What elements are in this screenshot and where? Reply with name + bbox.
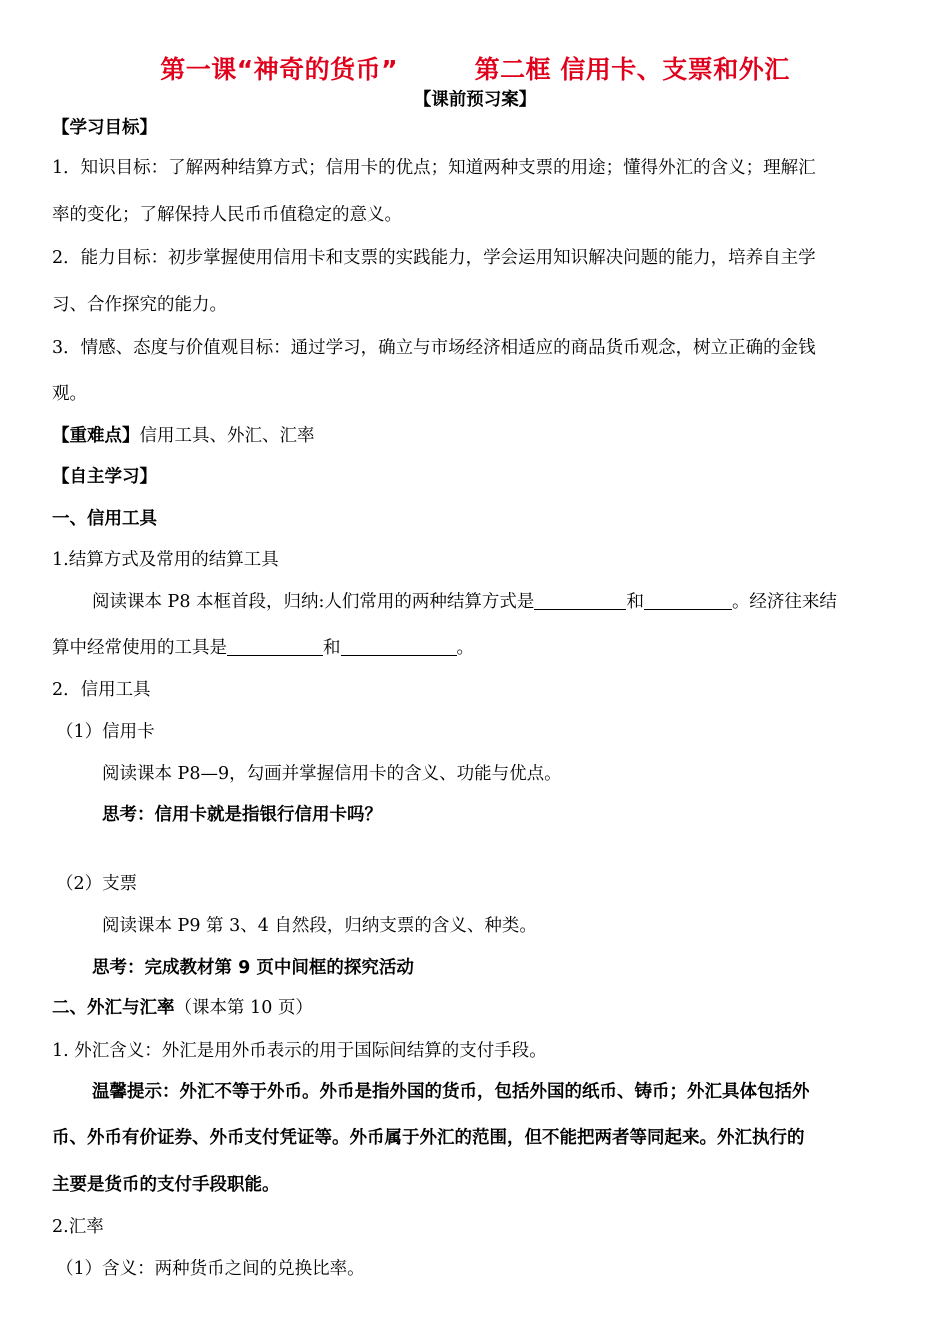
document-subtitle: 【课前预习案】 bbox=[413, 90, 537, 110]
section-2-title: 二、外汇与汇率 bbox=[52, 998, 175, 1018]
answer-blank-1[interactable] bbox=[534, 591, 626, 610]
reading-task-3: 阅读课本 P9 第 3、4 自然段，归纳支票的含义、种类。 bbox=[102, 916, 537, 936]
answer-blank-4[interactable] bbox=[341, 637, 457, 656]
think-question-2: 思考：完成教材第 9 页中间框的探究活动 bbox=[92, 958, 414, 978]
tip-line-3: 主要是货币的支付手段职能。 bbox=[52, 1175, 280, 1195]
reading-task-2: 阅读课本 P8—9，勾画并掌握信用卡的含义、功能与优点。 bbox=[102, 764, 562, 784]
exchange-rate-heading: 2.汇率 bbox=[52, 1217, 104, 1237]
credit-card-heading: （1）信用卡 bbox=[56, 722, 155, 742]
reading-task-1-text-2: 算中经常使用的工具是 bbox=[52, 638, 227, 658]
tip-line-1: 温馨提示：外汇不等于外币。外币是指外国的货币，包括外国的纸币、铸币；外汇具体包括外 bbox=[92, 1082, 810, 1102]
goal-1-line-2: 率的变化；了解保持人民币币值稳定的意义。 bbox=[52, 205, 402, 225]
section-2-heading bbox=[52, 996, 313, 1020]
goals-heading: 【学习目标】 bbox=[52, 118, 157, 138]
and-text: 和 bbox=[626, 592, 644, 612]
and-text-2: 和 bbox=[323, 638, 341, 658]
answer-blank-3[interactable] bbox=[227, 637, 323, 656]
tip-line-2: 币、外币有价证券、外币支付凭证等。外币属于外汇的范围，但不能把两者等同起来。外汇执行的 bbox=[52, 1128, 805, 1148]
goal-3-line-2: 观。 bbox=[52, 384, 87, 404]
section-2-note: （课本第 10 页） bbox=[174, 998, 313, 1018]
reading-task-1-line-2 bbox=[52, 636, 474, 660]
goal-2-line-2: 习、合作探究的能力。 bbox=[52, 295, 227, 315]
reading-task-1-line-1 bbox=[92, 590, 837, 614]
section-1-heading: 一、信用工具 bbox=[52, 509, 157, 529]
exchange-rate-definition: （1）含义：两种货币之间的兑换比率。 bbox=[56, 1259, 365, 1279]
section-1-item-2: 2．信用工具 bbox=[52, 680, 151, 700]
cheque-heading: （2）支票 bbox=[56, 874, 138, 894]
reading-task-1-text-end: 。经济往来结 bbox=[731, 592, 837, 612]
think-question-1: 思考：信用卡就是指银行信用卡吗？ bbox=[102, 805, 382, 825]
reading-task-1-text: 阅读课本 P8 本框首段，归纳:人们常用的两种结算方式是 bbox=[92, 592, 535, 612]
fx-definition: 1. 外汇含义：外汇是用外币表示的用于国际间结算的支付手段。 bbox=[52, 1041, 547, 1061]
key-points-text: 信用工具、外汇、汇率 bbox=[139, 426, 315, 446]
section-1-item-1: 1.结算方式及常用的结算工具 bbox=[52, 550, 279, 570]
goal-3-line-1: 3．情感、态度与价值观目标：通过学习，确立与市场经济相适应的商品货币观念，树立正确的金钱 bbox=[52, 338, 816, 358]
period-text: 。 bbox=[456, 638, 474, 658]
goal-1-line-1: 1．知识目标：了解两种结算方式；信用卡的优点；知道两种支票的用途；懂得外汇的含义；理解汇 bbox=[52, 158, 816, 178]
self-study-heading: 【自主学习】 bbox=[52, 467, 157, 487]
key-points bbox=[52, 424, 315, 448]
answer-blank-2[interactable] bbox=[644, 591, 732, 610]
key-points-label: 【重难点】 bbox=[52, 426, 140, 446]
goal-2-line-1: 2．能力目标：初步掌握使用信用卡和支票的实践能力，学会运用知识解决问题的能力，培养自主学 bbox=[52, 248, 816, 268]
document-title: 第一课“神奇的货币” 第二框 信用卡、支票和外汇 bbox=[160, 55, 790, 84]
